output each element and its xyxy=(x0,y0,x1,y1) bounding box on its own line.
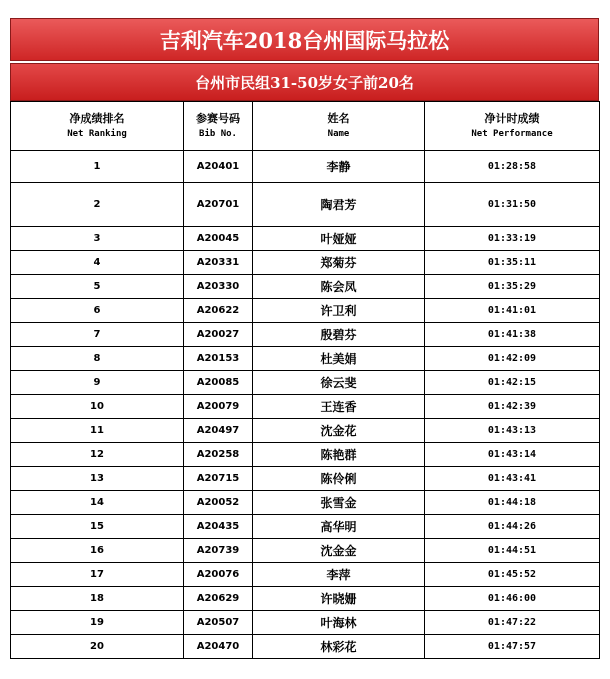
name-cell: 李萍 xyxy=(253,563,425,587)
header-performance-cn: 净计时成绩 xyxy=(484,111,540,125)
performance-cell: 01:28:58 xyxy=(425,151,600,183)
header-bib-en: Bib No. xyxy=(199,128,237,139)
name-cell: 郑菊芬 xyxy=(253,251,425,275)
bib-cell: A20470 xyxy=(184,635,253,659)
rank-cell: 4 xyxy=(11,251,184,275)
table-row xyxy=(11,227,600,251)
bib-cell: A20701 xyxy=(184,183,253,227)
name-cell: 杜美娟 xyxy=(253,347,425,371)
header-rank xyxy=(11,102,184,151)
name-cell: 叶海林 xyxy=(253,611,425,635)
rank-cell: 16 xyxy=(11,539,184,563)
performance-cell: 01:44:26 xyxy=(425,515,600,539)
performance-cell: 01:42:09 xyxy=(425,347,600,371)
table-row xyxy=(11,347,600,371)
table-row xyxy=(11,183,600,227)
rank-cell: 17 xyxy=(11,563,184,587)
header-row xyxy=(11,102,600,151)
page-title: 吉利汽车2018台州国际马拉松 xyxy=(10,18,599,61)
results-sheet xyxy=(10,18,599,659)
bib-cell: A20715 xyxy=(184,467,253,491)
bib-cell: A20027 xyxy=(184,323,253,347)
rank-cell: 7 xyxy=(11,323,184,347)
performance-cell: 01:43:13 xyxy=(425,419,600,443)
performance-cell: 01:42:39 xyxy=(425,395,600,419)
rank-cell: 13 xyxy=(11,467,184,491)
performance-cell: 01:44:51 xyxy=(425,539,600,563)
header-name-en: Name xyxy=(327,128,350,139)
bib-cell: A20622 xyxy=(184,299,253,323)
name-cell: 沈金金 xyxy=(253,539,425,563)
table-row xyxy=(11,299,600,323)
bib-cell: A20629 xyxy=(184,587,253,611)
table-row xyxy=(11,323,600,347)
rank-cell: 15 xyxy=(11,515,184,539)
header-rank-cn: 净成绩排名 xyxy=(69,111,125,125)
performance-cell: 01:43:14 xyxy=(425,443,600,467)
name-cell: 沈金花 xyxy=(253,419,425,443)
rank-cell: 5 xyxy=(11,275,184,299)
rank-cell: 19 xyxy=(11,611,184,635)
header-bib xyxy=(184,102,253,151)
performance-cell: 01:42:15 xyxy=(425,371,600,395)
header-name xyxy=(253,102,425,151)
table-row xyxy=(11,395,600,419)
bib-cell: A20331 xyxy=(184,251,253,275)
performance-cell: 01:35:29 xyxy=(425,275,600,299)
bib-cell: A20739 xyxy=(184,539,253,563)
header-performance-en: Net Performance xyxy=(471,128,553,139)
rank-cell: 3 xyxy=(11,227,184,251)
name-cell: 陶君芳 xyxy=(253,183,425,227)
table-row xyxy=(11,587,600,611)
table-row xyxy=(11,467,600,491)
performance-cell: 01:43:41 xyxy=(425,467,600,491)
performance-cell: 01:35:11 xyxy=(425,251,600,275)
results-table xyxy=(10,101,600,659)
performance-cell: 01:47:22 xyxy=(425,611,600,635)
table-row xyxy=(11,419,600,443)
bib-cell: A20497 xyxy=(184,419,253,443)
performance-cell: 01:45:52 xyxy=(425,563,600,587)
bib-cell: A20052 xyxy=(184,491,253,515)
performance-cell: 01:44:18 xyxy=(425,491,600,515)
table-row xyxy=(11,539,600,563)
rank-cell: 1 xyxy=(11,151,184,183)
bib-cell: A20507 xyxy=(184,611,253,635)
name-cell: 叶娅娅 xyxy=(253,227,425,251)
bib-cell: A20085 xyxy=(184,371,253,395)
table-row xyxy=(11,371,600,395)
bib-cell: A20401 xyxy=(184,151,253,183)
category-subtitle: 台州市民组31-50岁女子前20名 xyxy=(10,63,599,101)
performance-cell: 01:33:19 xyxy=(425,227,600,251)
performance-cell: 01:41:38 xyxy=(425,323,600,347)
name-cell: 殷碧芬 xyxy=(253,323,425,347)
header-rank-en: Net Ranking xyxy=(67,128,127,139)
table-row xyxy=(11,251,600,275)
rank-cell: 9 xyxy=(11,371,184,395)
header-performance xyxy=(425,102,600,151)
table-row xyxy=(11,491,600,515)
name-cell: 陈艳群 xyxy=(253,443,425,467)
name-cell: 许卫利 xyxy=(253,299,425,323)
table-row xyxy=(11,563,600,587)
table-row xyxy=(11,275,600,299)
rank-cell: 12 xyxy=(11,443,184,467)
name-cell: 林彩花 xyxy=(253,635,425,659)
name-cell: 王连香 xyxy=(253,395,425,419)
rank-cell: 11 xyxy=(11,419,184,443)
header-bib-cn: 参赛号码 xyxy=(196,111,240,125)
rank-cell: 10 xyxy=(11,395,184,419)
header-name-cn: 姓名 xyxy=(327,111,350,125)
performance-cell: 01:46:00 xyxy=(425,587,600,611)
name-cell: 陈伶俐 xyxy=(253,467,425,491)
name-cell: 徐云斐 xyxy=(253,371,425,395)
bib-cell: A20258 xyxy=(184,443,253,467)
name-cell: 许晓姗 xyxy=(253,587,425,611)
rank-cell: 2 xyxy=(11,183,184,227)
bib-cell: A20076 xyxy=(184,563,253,587)
table-row xyxy=(11,611,600,635)
rank-cell: 8 xyxy=(11,347,184,371)
performance-cell: 01:31:50 xyxy=(425,183,600,227)
performance-cell: 01:47:57 xyxy=(425,635,600,659)
table-row xyxy=(11,151,600,183)
table-row xyxy=(11,635,600,659)
rank-cell: 6 xyxy=(11,299,184,323)
rank-cell: 14 xyxy=(11,491,184,515)
bib-cell: A20435 xyxy=(184,515,253,539)
table-row xyxy=(11,443,600,467)
bib-cell: A20045 xyxy=(184,227,253,251)
bib-cell: A20153 xyxy=(184,347,253,371)
name-cell: 陈会凤 xyxy=(253,275,425,299)
performance-cell: 01:41:01 xyxy=(425,299,600,323)
bib-cell: A20330 xyxy=(184,275,253,299)
name-cell: 高华明 xyxy=(253,515,425,539)
bib-cell: A20079 xyxy=(184,395,253,419)
rank-cell: 20 xyxy=(11,635,184,659)
rank-cell: 18 xyxy=(11,587,184,611)
name-cell: 张雪金 xyxy=(253,491,425,515)
name-cell: 李静 xyxy=(253,151,425,183)
table-row xyxy=(11,515,600,539)
